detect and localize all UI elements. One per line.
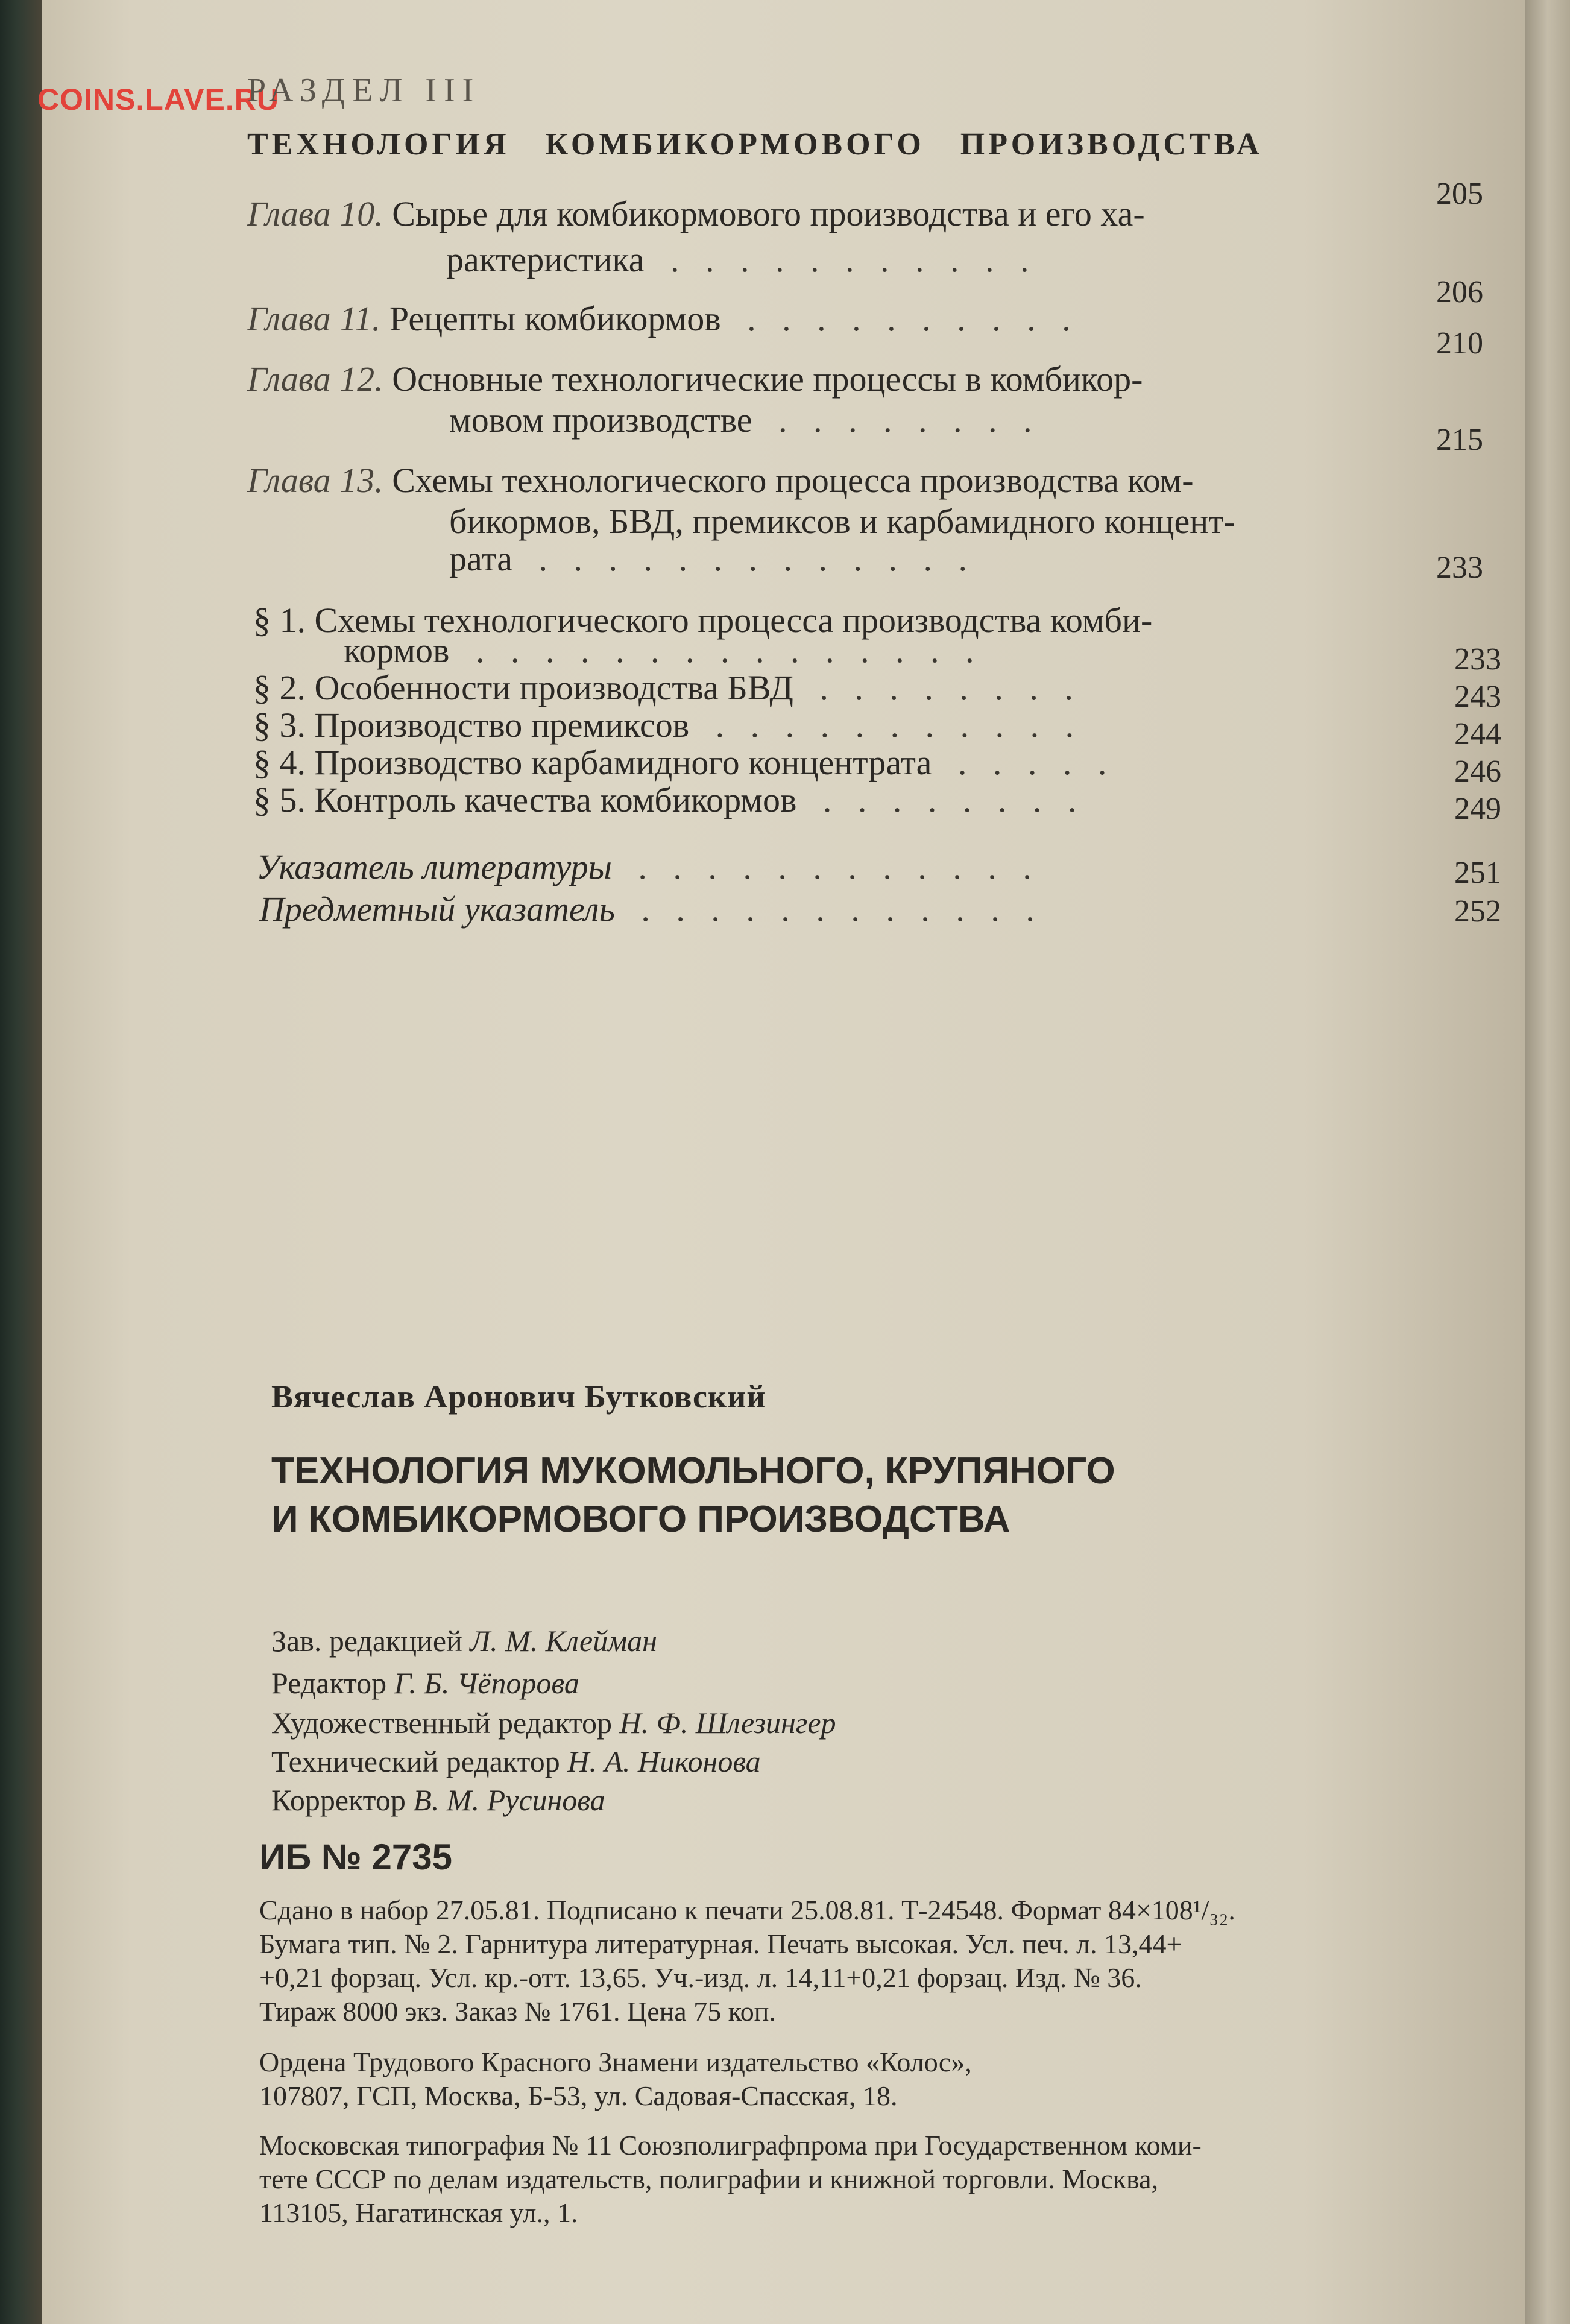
toc-s1-page: 233	[1454, 642, 1501, 677]
imprint-line: тете СССР по делам издательств, полиграфии и книжной торговли. Москва,	[259, 2164, 1159, 2194]
credit-role: Художественный редактор	[271, 1706, 612, 1740]
leader-dots: . . . . . . . . . . . . . . .	[458, 631, 974, 670]
credit-row	[271, 1705, 836, 1740]
imprint-line: Тираж 8000 экз. Заказ № 1761. Цена 75 коп.	[259, 1996, 776, 2027]
toc-s5-label: § 5.	[253, 780, 306, 819]
toc-literature-page: 251	[1454, 856, 1501, 890]
watermark: COINS.LAVE.RU	[37, 83, 279, 116]
section-label: РАЗДЕЛ III	[247, 72, 481, 109]
leader-dots: . . . . . . . .	[761, 400, 1032, 440]
imprint-publisher	[259, 2045, 1513, 2113]
toc-ch13-label: Глава 13.	[247, 461, 383, 500]
book-spine-left	[0, 0, 42, 2324]
toc-ch13-line2	[449, 502, 1235, 542]
toc-ch13-line3	[449, 539, 967, 579]
credit-role: Зав. редакцией	[271, 1624, 462, 1658]
credit-row	[271, 1782, 605, 1817]
leader-dots: . . . . . . . . . . . .	[620, 847, 1032, 886]
toc-s5-text: Контроль качества комбикормов	[314, 780, 797, 819]
leader-dots: . . . . . . . . . . .	[698, 706, 1074, 745]
toc-s4-line	[253, 743, 1106, 783]
toc-ch12-line2	[449, 400, 1032, 440]
book-title	[271, 1447, 1296, 1544]
credit-name: В. М. Русинова	[413, 1783, 605, 1817]
toc-ch12-text2: мовом производстве	[449, 400, 752, 440]
toc-s4-label: § 4.	[253, 743, 306, 782]
toc-s5-page: 249	[1454, 792, 1501, 826]
ib-number: ИБ № 2735	[259, 1837, 452, 1877]
page-right-edge	[1525, 0, 1570, 2324]
toc-s4-page: 246	[1454, 754, 1501, 789]
credit-name: Г. Б. Чёпорова	[394, 1666, 579, 1700]
credit-name: Н. А. Никонова	[567, 1745, 761, 1778]
credit-name: Л. М. Клейман	[470, 1624, 657, 1658]
toc-s1-text1: Схемы технологического процесса производства комби-	[314, 601, 1153, 640]
toc-s2-page: 243	[1454, 680, 1501, 714]
leader-dots: . . . . .	[940, 743, 1107, 782]
toc-s3-text: Производство премиксов	[314, 706, 690, 745]
toc-index-line	[259, 889, 1035, 929]
toc-ch11-label: Глава 11.	[247, 299, 381, 338]
toc-ch12-page: 215	[1436, 423, 1483, 457]
toc-s2-label: § 2.	[253, 668, 306, 707]
toc-ch10-line2	[446, 240, 1029, 280]
leader-dots: . . . . . . . . . . .	[652, 240, 1029, 279]
toc-ch10-label: Глава 10.	[247, 194, 383, 233]
imprint-printer	[259, 2129, 1513, 2230]
credit-row	[271, 1744, 761, 1779]
section-page-number: 205	[1436, 177, 1483, 211]
toc-ch10-page: 206	[1436, 275, 1483, 309]
toc-ch13-line1	[247, 461, 1194, 500]
toc-s2-line	[253, 668, 1073, 708]
credit-role: Технический редактор	[271, 1745, 560, 1778]
leader-dots: . . . . . . . .	[802, 668, 1073, 707]
toc-ch11-page: 210	[1436, 326, 1483, 361]
toc-ch12-label: Глава 12.	[247, 359, 383, 399]
credit-row	[271, 1666, 579, 1700]
toc-s1-line2	[344, 631, 974, 671]
imprint-print-details	[259, 1893, 1513, 2029]
book-author: Вячеслав Аронович Бутковский	[271, 1378, 766, 1415]
toc-s2-text: Особенности производства БВД	[314, 668, 793, 707]
toc-s3-page: 244	[1454, 717, 1501, 751]
imprint-line: Бумага тип. № 2. Гарнитура литературная. Печать высокая. Усл. печ. л. 13,44+	[259, 1928, 1182, 1959]
toc-index-page: 252	[1454, 894, 1501, 929]
toc-s1-text2: кормов	[344, 631, 450, 670]
imprint-line: Ордена Трудового Красного Знамени издательство «Колос»,	[259, 2047, 972, 2077]
toc-ch12-text1: Основные технологические процессы в комбикор-	[392, 359, 1143, 399]
toc-literature-line	[256, 847, 1032, 887]
credit-name: Н. Ф. Шлезингер	[619, 1706, 836, 1740]
leader-dots: . . . . . . . .	[805, 780, 1077, 819]
toc-s3-label: § 3.	[253, 706, 306, 745]
toc-literature-label: Указатель литературы	[256, 847, 612, 886]
imprint-line: 113105, Нагатинская ул., 1.	[259, 2197, 578, 2228]
toc-s4-text: Производство карбамидного концентрата	[314, 743, 932, 782]
credit-role: Редактор	[271, 1666, 387, 1700]
toc-s1-label: § 1.	[253, 601, 306, 640]
toc-ch12-line1	[247, 359, 1143, 399]
imprint-line: Московская типография № 11 Союзполиграфпрома при Государственном коми-	[259, 2130, 1202, 2161]
leader-dots: . . . . . . . . . .	[730, 299, 1071, 338]
imprint-line: Сдано в набор 27.05.81. Подписано к печати 25.08.81. Т-24548. Формат 84×108¹/₃₂.	[259, 1895, 1235, 1925]
toc-ch10-text2: рактеристика	[446, 240, 645, 279]
imprint-line: +0,21 форзац. Усл. кр.-отт. 13,65. Уч.-изд. л. 14,11+0,21 форзац. Изд. № 36.	[259, 1962, 1142, 1993]
toc-s3-line	[253, 706, 1074, 745]
toc-index-label: Предметный указатель	[259, 889, 615, 929]
toc-ch13-page: 233	[1436, 551, 1483, 585]
toc-ch11-line1	[247, 299, 1071, 339]
imprint-line: 107807, ГСП, Москва, Б-53, ул. Садовая-Спасская, 18.	[259, 2080, 898, 2111]
leader-dots: . . . . . . . . . . . . .	[521, 539, 968, 578]
section-title: ТЕХНОЛОГИЯ КОМБИКОРМОВОГО ПРОИЗВОДСТВА	[247, 127, 1263, 162]
toc-ch13-text1: Схемы технологического процесса производства ком-	[392, 461, 1194, 500]
toc-ch10-line1	[247, 194, 1145, 234]
toc-ch10-text1: Сырье для комбикормового производства и его ха-	[392, 194, 1145, 233]
book-title-line1: ТЕХНОЛОГИЯ МУКОМОЛЬНОГО, КРУПЯНОГО	[271, 1450, 1115, 1492]
leader-dots: . . . . . . . . . . . .	[623, 889, 1035, 929]
credit-role: Корректор	[271, 1783, 406, 1817]
toc-ch13-text3: рата	[449, 539, 513, 578]
credit-row	[271, 1623, 657, 1658]
toc-ch11-text1: Рецепты комбикормов	[389, 299, 721, 338]
book-title-line2: И КОМБИКОРМОВОГО ПРОИЗВОДСТВА	[271, 1498, 1010, 1540]
toc-s5-line	[253, 780, 1076, 820]
toc-ch13-text2: бикормов, БВД, премиксов и карбамидного концент-	[449, 502, 1235, 541]
